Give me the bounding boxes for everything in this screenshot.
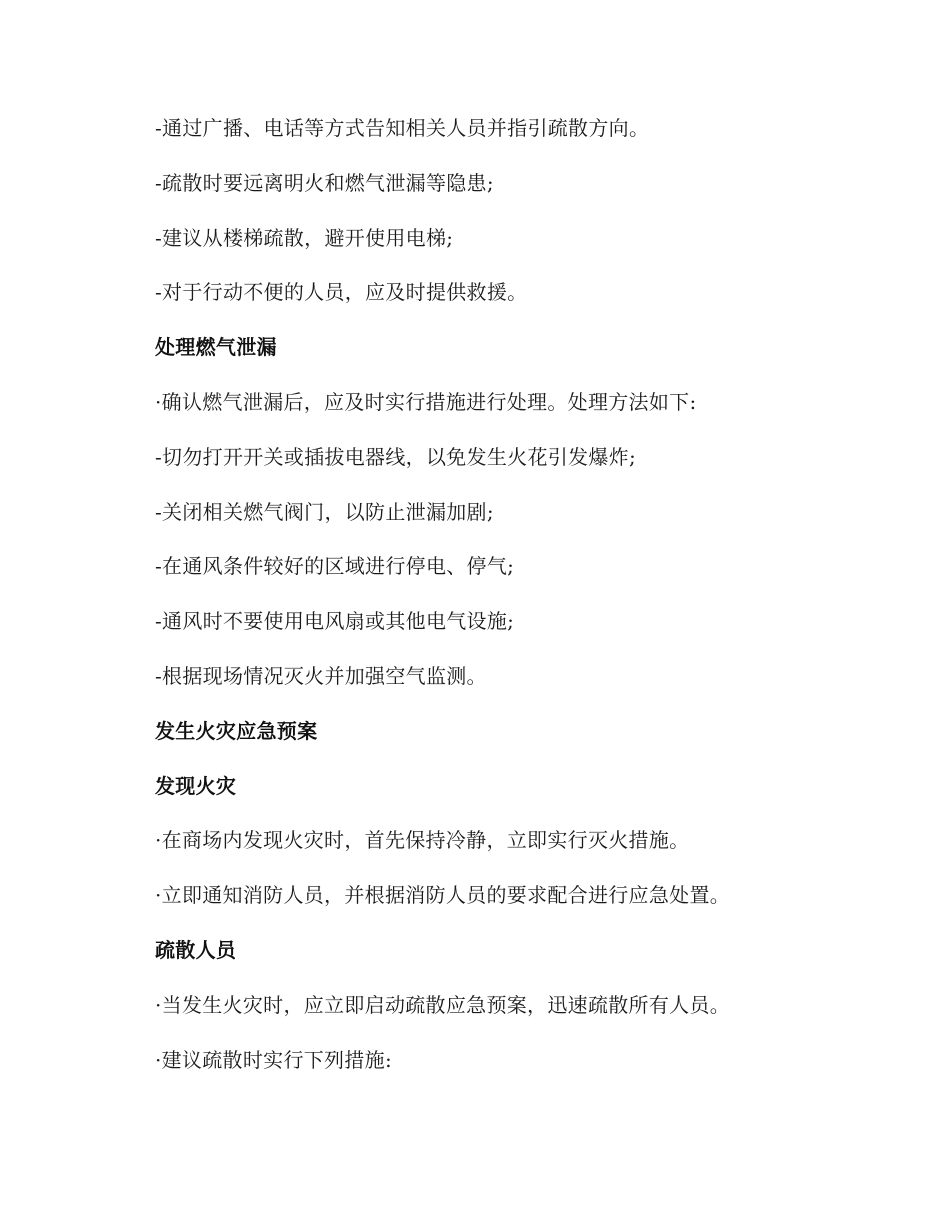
list-item: -在通风条件较好的区域进行停电、停气; [155,554,515,579]
list-item: -通过广播、电话等方式告知相关人员并指引疏散方向。 [155,116,650,140]
list-item: ·当发生火灾时，应立即启动疏散应急预案，迅速疏散所有人员。 [155,992,731,1017]
section-heading-gas-leak: 处理燃气泄漏 [155,335,277,360]
list-item: -对于行动不便的人员，应及时提供救援。 [155,280,528,305]
list-item: ·在商场内发现火灾时，首先保持冷静，立即实行灭火措施。 [155,828,690,853]
list-item: -建议从楼梯疏散，避开使用电梯; [155,225,454,250]
document-body [155,108,875,1094]
list-item: -切勿打开开关或插拔电器线，以免发生火花引发爆炸; [155,444,636,469]
section-heading-discover-fire: 发现火灾 [155,773,237,798]
list-item: -疏散时要远离明火和燃气泄漏等隐患; [155,170,494,195]
section-heading-fire-plan: 发生火灾应急预案 [155,718,318,743]
section-heading-evacuation: 疏散人员 [155,937,237,962]
list-item: -通风时不要使用电风扇或其他电气设施; [155,609,515,634]
list-item: -根据现场情况灭火并加强空气监测。 [155,663,487,688]
list-item: ·确认燃气泄漏后，应及时实行措施进行处理。处理方法如下: [155,389,697,414]
list-item: -关闭相关燃气阀门，以防止泄漏加剧; [155,499,494,524]
list-item: ·立即通知消防人员，并根据消防人员的要求配合进行应急处置。 [155,883,731,908]
list-item: ·建议疏散时实行下列措施: [155,1047,392,1072]
